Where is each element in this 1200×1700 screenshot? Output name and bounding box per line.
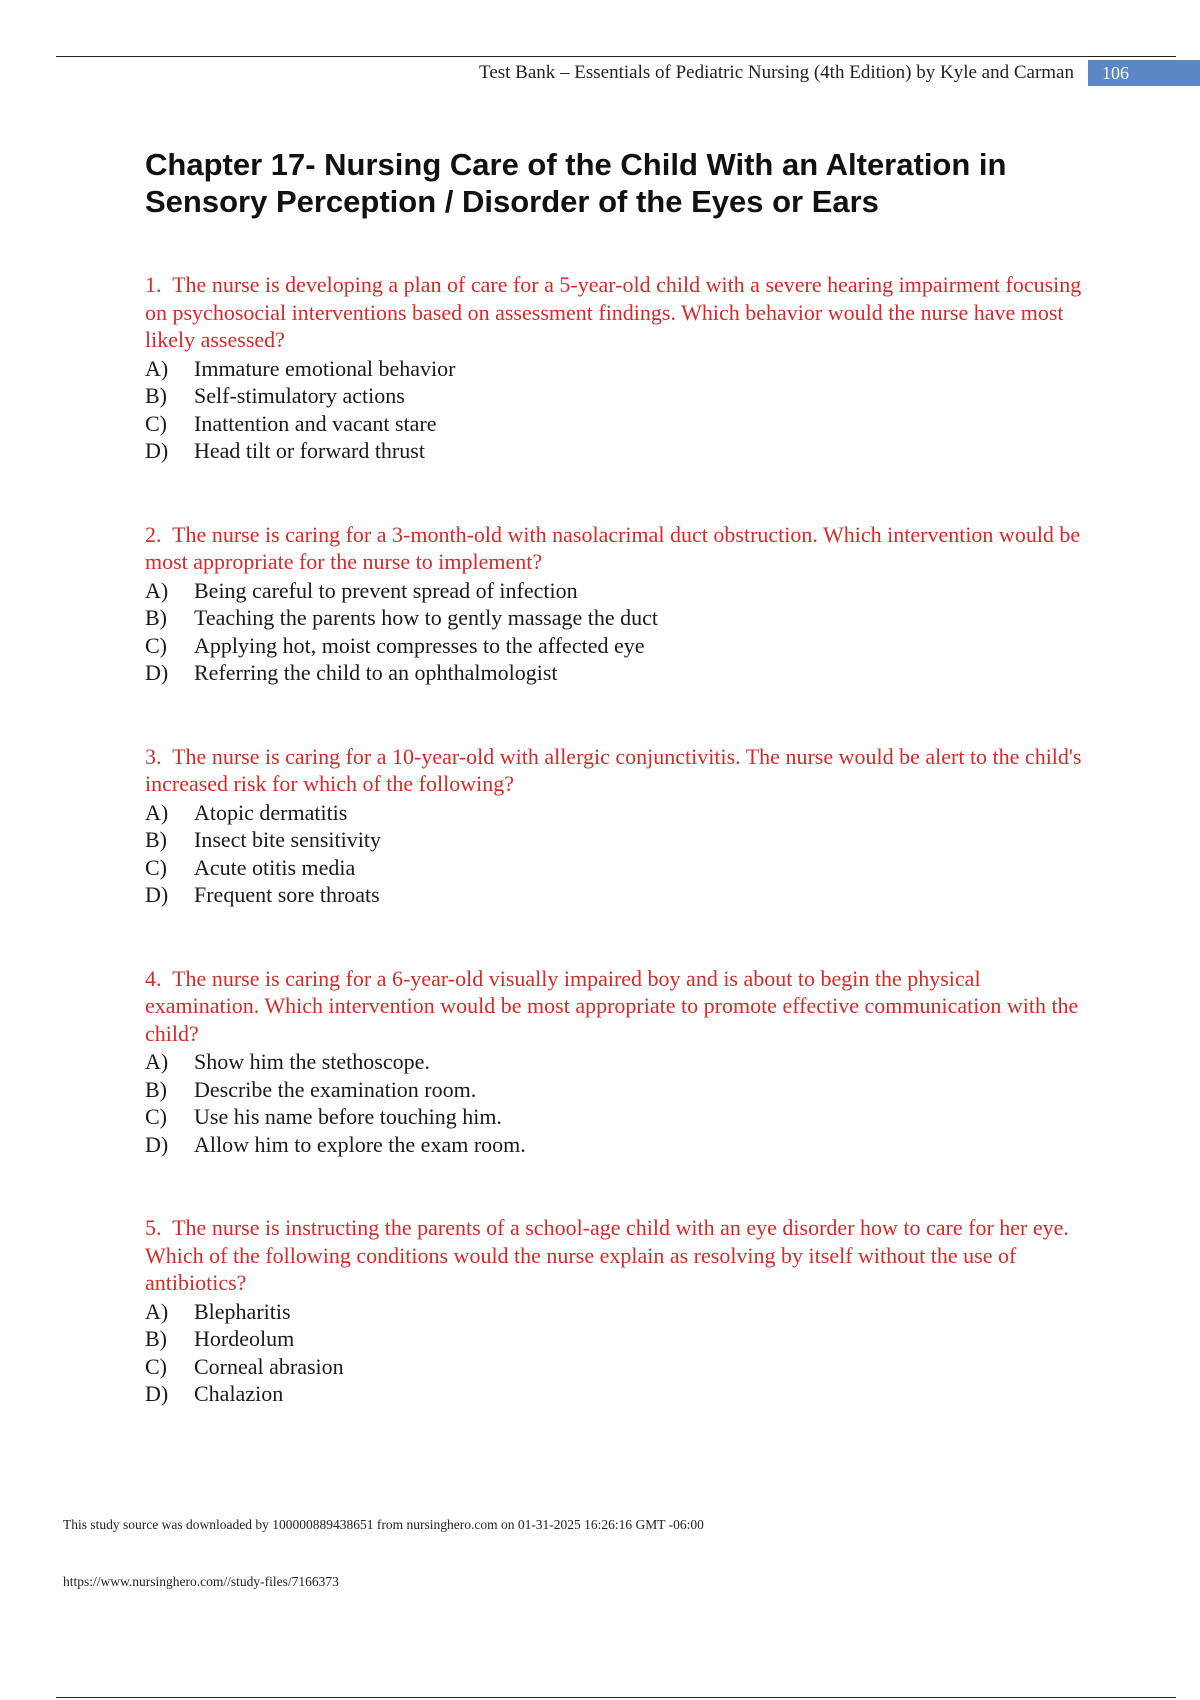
question-4 [145,965,1090,1159]
option-letter: D) [145,660,169,685]
answer-option [145,632,1090,660]
option-letter: C) [145,1104,167,1129]
question-5 [145,1214,1090,1408]
answer-option [145,1380,1090,1408]
question-stem [145,743,1090,798]
question-number: 5. [145,1215,162,1240]
option-letter: A) [145,577,169,603]
download-source-note: This study source was downloaded by 100000889438651 from nursinghero.com on 01-31-2025 16:26:16 GMT -06:00 [63,1517,704,1532]
answer-option [145,881,1090,909]
answer-option [145,854,1090,882]
option-text: Being careful to prevent spread of infection [194,577,578,603]
option-text: Self-stimulatory actions [194,383,405,408]
answer-option [145,1298,1090,1326]
answer-option [145,577,1090,605]
option-text: Immature emotional behavior [194,355,456,381]
source-url-link[interactable]: https://www.nursinghero.com//study-files/7166373 [63,1574,339,1589]
option-text: Teaching the parents how to gently massage the duct [194,605,658,630]
answer-option [145,382,1090,410]
option-text: Use his name before touching him. [194,1104,502,1129]
option-letter: D) [145,438,169,463]
question-stem [145,965,1090,1048]
option-letter: A) [145,1049,169,1074]
option-letter: A) [145,799,169,825]
option-letter: D) [145,1381,169,1406]
option-letter: D) [145,882,169,907]
option-text: Frequent sore throats [194,882,380,907]
option-text: Show him the stethoscope. [194,1049,430,1074]
question-number: 2. [145,521,162,547]
question-text: The nurse is caring for a 6-year-old visually impaired boy and is about to begin the physical examination. Which intervention would be most appropriate to promote effective communication with the child? [145,965,1079,1046]
option-letter: D) [145,1131,169,1157]
question-3 [145,743,1090,909]
answer-option [145,1325,1090,1353]
page-number-badge: 106 [1088,60,1200,86]
option-text: Describe the examination room. [194,1076,477,1102]
answer-option [145,604,1090,632]
answer-option [145,1076,1090,1104]
option-letter: A) [145,355,169,381]
option-letter: C) [145,632,167,658]
option-text: Chalazion [194,1381,284,1406]
answer-option [145,659,1090,687]
option-text: Inattention and vacant stare [194,410,437,436]
question-1 [145,271,1090,465]
question-number: 4. [145,965,162,991]
question-number: 3. [145,743,162,769]
answer-option [145,826,1090,854]
option-letter: B) [145,1076,167,1102]
answer-option [145,799,1090,827]
option-letter: C) [145,854,167,880]
option-letter: B) [145,827,167,852]
question-text: The nurse is developing a plan of care for a 5-year-old child with a severe hearing impairment focusing on psychosocial interventions based on assessment findings. Which behavior would the nurse have most likely assessed? [145,272,1082,352]
question-text: The nurse is instructing the parents of a school-age child with an eye disorder how to care for her eye. Which of the following conditions would the nurse explain as resolving by itself without the use of antibiotics? [145,1215,1069,1295]
option-letter: A) [145,1298,169,1324]
answer-option [145,355,1090,383]
option-letter: C) [145,410,167,436]
option-text: Insect bite sensitivity [194,827,381,852]
answer-option [145,1131,1090,1159]
option-text: Referring the child to an ophthalmologist [194,660,558,685]
question-number: 1. [145,272,162,297]
question-text: The nurse is caring for a 3-month-old with nasolacrimal duct obstruction. Which intervention would be most appropriate for the nurse to implement? [145,521,1081,574]
question-list [145,271,1090,1464]
header-rule [56,56,1176,57]
option-text: Acute otitis media [194,854,356,880]
question-stem [145,1214,1090,1297]
option-text: Corneal abrasion [194,1353,344,1379]
option-text: Atopic dermatitis [194,799,348,825]
answer-option [145,437,1090,465]
answer-option [145,1103,1090,1131]
option-letter: B) [145,383,167,408]
option-letter: B) [145,1326,167,1351]
answer-option [145,1353,1090,1381]
question-stem [145,271,1090,354]
answer-option [145,410,1090,438]
question-text: The nurse is caring for a 10-year-old with allergic conjunctivitis. The nurse would be alert to the child's increased risk for which of the following? [145,743,1082,796]
running-header-title: Test Bank – Essentials of Pediatric Nursing (4th Edition) by Kyle and Carman [479,62,1074,83]
answer-option [145,1048,1090,1076]
question-2 [145,521,1090,687]
footer-rule [56,1697,1176,1698]
question-stem [145,521,1090,576]
chapter-title: Chapter 17- Nursing Care of the Child With an Alteration in Sensory Perception / Disorder of the Eyes or Ears [145,147,1007,219]
option-text: Head tilt or forward thrust [194,438,425,463]
option-text: Applying hot, moist compresses to the affected eye [194,632,645,658]
option-text: Hordeolum [194,1326,295,1351]
option-text: Allow him to explore the exam room. [194,1131,526,1157]
option-letter: C) [145,1353,167,1379]
option-letter: B) [145,605,167,630]
option-text: Blepharitis [194,1298,291,1324]
